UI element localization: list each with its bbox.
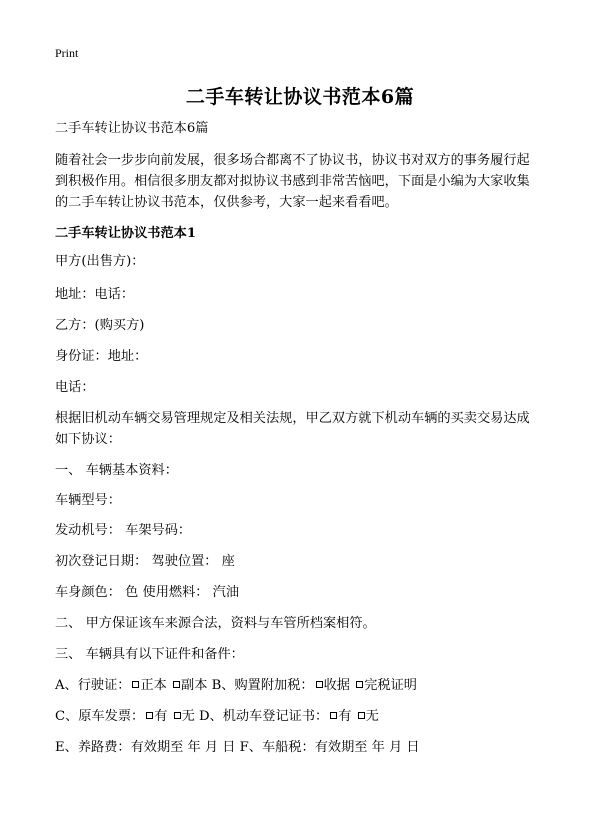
documents-line-a: [55, 675, 555, 696]
color-fuel: 车身颜色： 色 使用燃料： 汽油: [55, 585, 240, 600]
engine-frame: 发动机号： 车架号码：: [55, 523, 192, 538]
line-a-prefix: A、行驶证：: [55, 678, 131, 693]
intro-line-3: 的二手车转让协议书范本，仅供参考，大家一起来看看吧。: [55, 195, 398, 210]
vehicle-model: 车辆型号：: [55, 493, 121, 508]
print-link[interactable]: Print: [55, 46, 79, 60]
line-a-option-4: 完税证明: [364, 678, 417, 693]
checkbox-icon: [174, 712, 181, 719]
phone: 电话：: [55, 380, 95, 395]
checkbox-icon: [358, 712, 365, 719]
document-subtitle: 二手车转让协议书范本6篇: [55, 121, 209, 136]
checkbox-icon: [132, 681, 139, 688]
line-c-option-3: 有: [338, 709, 352, 724]
document-title: 二手车转让协议书范本6篇: [185, 86, 415, 108]
line-c-option-1: 有: [154, 709, 168, 724]
checkbox-icon: [146, 712, 153, 719]
party-a: 甲方(出售方)：: [55, 254, 145, 269]
line-c-prefix: C、原车发票：: [55, 709, 145, 724]
item-2: 二、 甲方保证该车来源合法，资料与车管所档案相符。: [55, 616, 376, 631]
checkbox-icon: [330, 712, 337, 719]
line-a-option-1: 正本: [140, 678, 167, 693]
item-1: 一、 车辆基本资料：: [55, 463, 178, 478]
registration: 初次登记日期： 驾驶位置： 座: [55, 554, 235, 569]
section-heading: 二手车转让协议书范本1: [55, 226, 197, 241]
documents-line-c: [55, 706, 555, 727]
checkbox-icon: [316, 681, 323, 688]
line-c-option-2: 无 D、机动车登记证书：: [181, 709, 329, 724]
item-3: 三、 车辆具有以下证件和备件：: [55, 647, 244, 662]
party-b: 乙方：(购买方): [55, 318, 145, 333]
line-c-option-4: 无: [365, 709, 379, 724]
basis-line-1: 根据旧机动车辆交易管理规定及相关法规，甲乙双方就下机动车辆的买卖交易达成: [55, 411, 530, 426]
line-a-option-3: 收据: [323, 678, 350, 693]
documents-line-e: E、养路费：有效期至 年 月 日 F、车船税：有效期至 年 月 日: [55, 740, 420, 755]
address-phone: 地址：电话：: [55, 287, 135, 302]
checkbox-icon: [173, 681, 180, 688]
intro-line-2: 到积极作用。相信很多朋友都对拟协议书感到非常苦恼吧，下面是小编为大家收集: [55, 174, 530, 189]
line-a-option-2: 副本 B、购置附加税：: [181, 678, 314, 693]
intro-line-1: 随着社会一步步向前发展，很多场合都离不了协议书，协议书对双方的事务履行起: [55, 153, 530, 168]
checkbox-icon: [356, 681, 363, 688]
basis-line-2: 如下协议：: [55, 432, 121, 447]
id-address: 身份证：地址：: [55, 349, 148, 364]
